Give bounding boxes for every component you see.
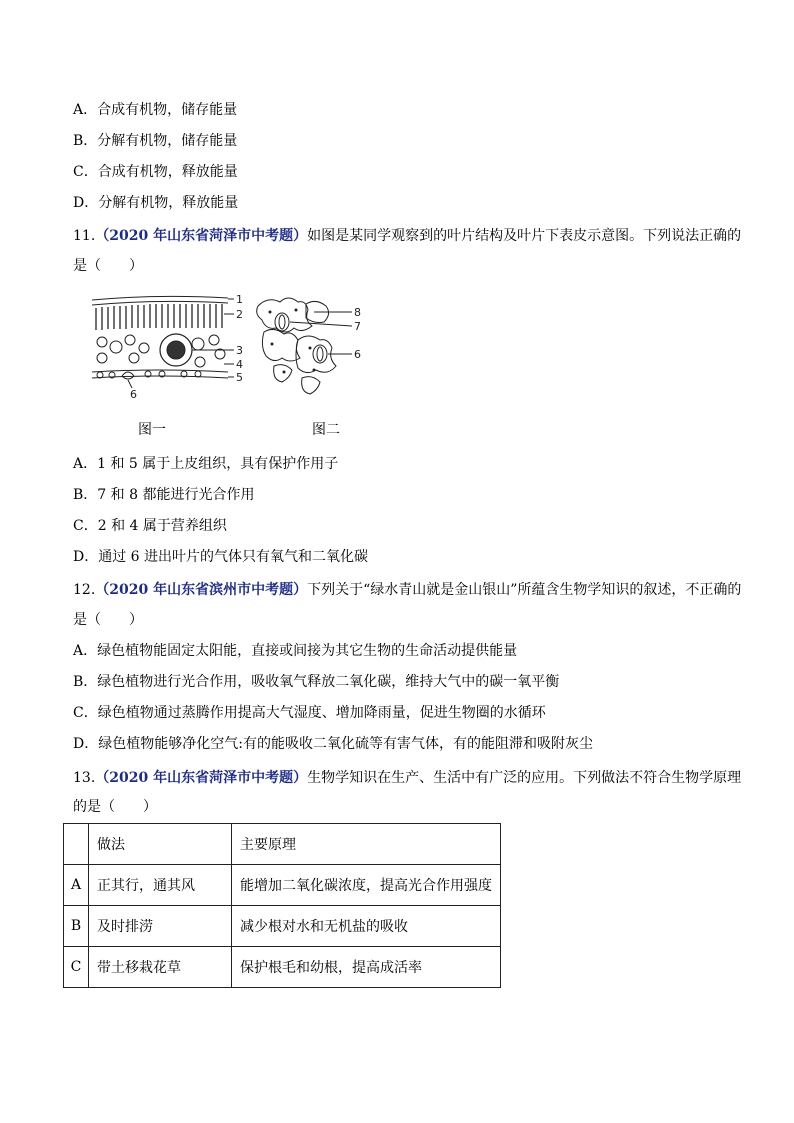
fig2-label-7: 7: [354, 320, 361, 333]
fig1-label-3: 3: [236, 344, 243, 357]
q12-option-c: C．绿色植物通过蒸腾作用提高大气湿度、增加降雨量，促进生物圈的水循环: [73, 705, 546, 721]
q13-table: [63, 823, 501, 988]
table-header-principle: 主要原理: [232, 824, 501, 865]
table-cell-key: A: [64, 865, 89, 906]
q11-source: （2020 年山东省菏泽市中考题）: [95, 228, 308, 244]
table-header-key: [64, 824, 89, 865]
fig1-label-6: 6: [130, 388, 137, 401]
table-row: [64, 865, 501, 906]
q11-option-d: D．通过 6 进出叶片的气体只有氧气和二氧化碳: [73, 549, 369, 565]
q12-option-a: A．绿色植物能固定太阳能，直接或间接为其它生物的生命活动提供能量: [73, 643, 518, 659]
fig1-label-4: 4: [236, 358, 243, 371]
lower-epidermis-figure: [250, 292, 370, 400]
q13-stem-text: 生物学知识在生产、生活中有广泛的应用。下列做法不符合生物学原理: [307, 770, 742, 786]
q12-option-b: B．绿色植物进行光合作用，吸收氧气释放二氧化碳，维持大气中的碳一氧平衡: [73, 674, 560, 690]
q12-option-d: D．绿色植物能够净化空气:有的能吸收二氧化硫等有害气体，有的能阻滞和吸附灰尘: [73, 736, 593, 752]
q12-source: （2020 年山东省滨州市中考题）: [95, 582, 308, 598]
q11-option-b: B．7 和 8 都能进行光合作用: [73, 487, 255, 503]
table-row: [64, 906, 501, 947]
table-row: [64, 947, 501, 988]
q11-number: 11.: [73, 228, 96, 244]
table-cell-principle: 保护根毛和幼根，提高成活率: [232, 947, 501, 988]
q11-stem-cont: 是（ ）: [73, 258, 143, 274]
q11-stem-text: 如图是某同学观察到的叶片结构及叶片下表皮示意图。下列说法正确的: [307, 228, 742, 244]
table-cell-method: 及时排涝: [89, 906, 232, 947]
table-cell-key: B: [64, 906, 89, 947]
q10-option-b: B．分解有机物，储存能量: [73, 133, 238, 149]
q13-source: （2020 年山东省菏泽市中考题）: [95, 770, 308, 786]
q12-stem-text: 下列关于“绿水青山就是金山银山”所蕴含生物学知识的叙述，不正确的: [307, 582, 742, 598]
q10-option-a: A．合成有机物，储存能量: [73, 102, 238, 118]
table-cell-principle: 减少根对水和无机盐的吸收: [232, 906, 501, 947]
q13-stem-cont: 的是（ ）: [73, 799, 157, 815]
table-cell-method: 带土移栽花草: [89, 947, 232, 988]
q12-number: 12.: [73, 582, 96, 598]
q12-stem-cont: 是（ ）: [73, 612, 143, 628]
table-cell-key: C: [64, 947, 89, 988]
fig1-label-5: 5: [236, 371, 243, 384]
q11-option-c: C．2 和 4 属于营养组织: [73, 518, 227, 534]
table-header-row: [64, 824, 501, 865]
q12-stem: [73, 580, 741, 600]
table-header-method: 做法: [89, 824, 232, 865]
table-cell-principle: 能增加二氧化碳浓度，提高光合作用强度: [232, 865, 501, 906]
q10-option-c: C．合成有机物，释放能量: [73, 164, 238, 180]
q10-option-d: D．分解有机物，释放能量: [73, 195, 239, 211]
table-cell-method: 正其行，通其风: [89, 865, 232, 906]
figure2-caption: 图二: [312, 422, 340, 438]
fig2-label-8: 8: [354, 306, 361, 319]
q11-stem: [73, 226, 741, 246]
leaf-cross-section-figure: [88, 292, 248, 404]
q11-option-a: A．1 和 5 属于上皮组织，具有保护作用子: [73, 456, 339, 472]
fig1-label-2: 2: [236, 308, 243, 321]
fig2-label-6: 6: [354, 348, 361, 361]
fig1-label-1: 1: [236, 293, 243, 306]
figure1-caption: 图一: [138, 422, 166, 438]
q13-stem: [73, 768, 741, 788]
q13-number: 13.: [73, 770, 96, 786]
